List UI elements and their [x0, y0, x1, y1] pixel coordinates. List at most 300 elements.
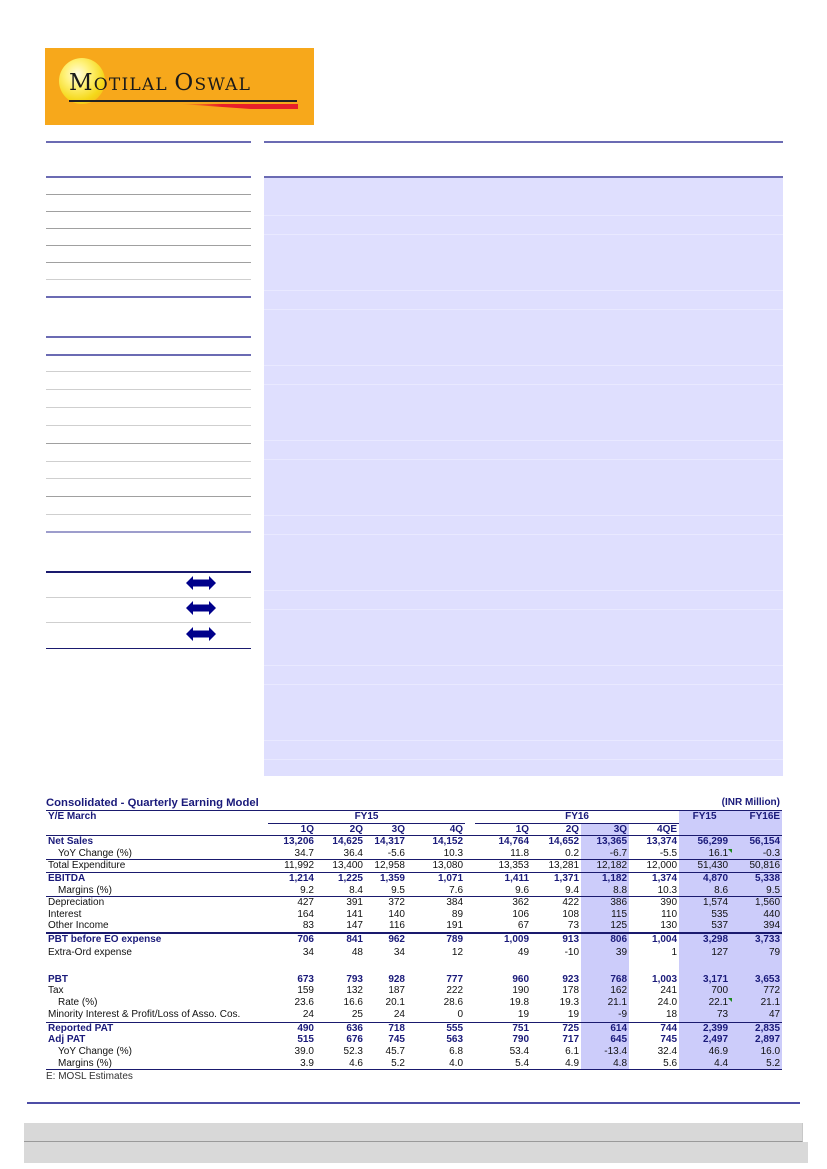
cell-value: [531, 885, 581, 897]
value-text: 8.4: [349, 884, 363, 896]
cell-value: [581, 1046, 629, 1058]
value-text: 0: [457, 1009, 464, 1021]
brand-part-1: OTILAL: [93, 75, 175, 95]
cell-value: [629, 1058, 679, 1070]
value-text: 21.1: [760, 996, 781, 1008]
cell-value: [531, 848, 581, 860]
cell-value: [679, 885, 730, 897]
row-label: Net Sales: [46, 836, 268, 848]
cell-value: [531, 920, 581, 933]
value-text: 614: [610, 1022, 628, 1034]
divider: [264, 534, 783, 535]
cell-value: [365, 974, 407, 986]
cell-value: [531, 997, 581, 1009]
value-text: 125: [610, 920, 628, 932]
value-text: 1,411: [504, 872, 530, 884]
value-text: 1,560: [755, 897, 781, 909]
cell-value: [475, 974, 531, 986]
value-text: 9.2: [300, 884, 314, 896]
cell-value: [475, 1058, 531, 1070]
cell-value: [730, 974, 782, 986]
cell-value: [475, 1034, 531, 1046]
table-row: [46, 997, 782, 1009]
cell-value: [679, 997, 730, 1009]
divider: [264, 515, 783, 516]
value-text: 13,365: [596, 836, 628, 848]
cell-value: [316, 920, 365, 933]
value-text: 4.9: [565, 1057, 580, 1069]
value-text: 13,080: [432, 860, 464, 872]
value-text: 636: [346, 1022, 363, 1034]
cell-value: [268, 997, 316, 1009]
cell-value: [679, 920, 730, 933]
value-text: 110: [661, 908, 678, 920]
value-text: 25: [351, 1009, 363, 1021]
cell-value: [316, 897, 365, 909]
cell-value: [581, 946, 629, 960]
group-fy16: FY16: [475, 811, 679, 823]
cell-value: [365, 860, 407, 873]
value-text: 19: [517, 1009, 530, 1021]
cell-value: [475, 885, 531, 897]
value-text: 13,400: [332, 860, 363, 872]
row-label: Other Income: [48, 920, 109, 932]
cell-value: [679, 872, 730, 884]
value-text: 700: [711, 985, 729, 997]
cell-value: [316, 946, 365, 960]
cell-value: [531, 1008, 581, 1022]
table-row: [46, 974, 782, 986]
value-text: 141: [346, 908, 363, 920]
value-text: 14,764: [498, 836, 530, 848]
cell-value: [407, 897, 465, 909]
value-text: 52.3: [343, 1046, 363, 1057]
cell-value: [475, 1008, 531, 1022]
cell-value: [679, 1046, 730, 1058]
cell-value: [581, 1022, 629, 1034]
value-text: 34: [302, 946, 314, 958]
value-text: 89: [451, 908, 464, 920]
double-arrow-icon: [186, 576, 216, 590]
value-text: 34: [393, 946, 405, 958]
cell-value: [679, 974, 730, 986]
divider: [264, 234, 783, 235]
cell-value: [581, 897, 629, 909]
divider: [46, 622, 251, 623]
footer-rule: [27, 1102, 800, 1104]
divider: [46, 194, 251, 195]
value-text: 32.4: [657, 1046, 678, 1057]
cell-value: [365, 848, 407, 860]
divider: [46, 371, 251, 372]
cell-value: [268, 1046, 316, 1058]
divider: [264, 365, 783, 366]
value-text: 5.4: [515, 1057, 530, 1069]
value-text: 645: [610, 1034, 628, 1046]
row-label: Minority Interest & Profit/Loss of Asso. Cos.: [48, 1009, 241, 1021]
value-text: 178: [562, 985, 580, 997]
value-text: 14,625: [332, 836, 363, 848]
cell-value: [531, 933, 581, 946]
row-label: Margins (%): [58, 884, 112, 896]
double-arrow-icon: [186, 627, 216, 641]
cell-value: [475, 946, 531, 960]
value-text: 1,009: [504, 933, 530, 945]
table-row: [46, 920, 782, 933]
cell-value: [268, 1022, 316, 1034]
value-text: 440: [763, 908, 781, 920]
value-text: 10.3: [657, 884, 678, 896]
cell-value: [475, 997, 531, 1009]
divider: [46, 425, 251, 426]
cell-value: [407, 872, 465, 884]
value-text: 960: [512, 973, 530, 985]
value-text: 11.8: [510, 847, 530, 859]
value-text: -0.3: [762, 847, 781, 859]
quarter-header: 4Q: [449, 823, 464, 835]
divider: [46, 336, 251, 338]
value-text: 13,353: [498, 860, 530, 872]
divider: [46, 531, 251, 533]
quarterly-earning-model: [46, 796, 782, 1082]
value-text: 24.0: [657, 996, 678, 1008]
table-row: [46, 1008, 782, 1022]
value-text: 56,154: [749, 836, 781, 848]
value-text: 676: [346, 1034, 363, 1046]
cell-value: [268, 985, 316, 997]
value-text: 48: [351, 946, 363, 958]
value-text: 11,992: [284, 860, 314, 872]
value-text: 159: [297, 985, 314, 997]
value-text: 745: [660, 1034, 678, 1046]
cell-value: [629, 860, 679, 873]
cell-value: [730, 1022, 782, 1034]
cell-value: [581, 985, 629, 997]
value-text: 108: [562, 908, 580, 920]
table-unit: (INR Million): [721, 797, 780, 808]
value-text: 12,000: [646, 860, 678, 872]
divider: [264, 440, 783, 441]
cell-value: [581, 1034, 629, 1046]
cell-value: [629, 909, 679, 921]
value-text: 751: [512, 1022, 530, 1034]
cell-value: [365, 1022, 407, 1034]
cell-value: [629, 997, 679, 1009]
cell-value: [407, 1034, 465, 1046]
value-text: 73: [716, 1009, 729, 1021]
cell-value: [679, 909, 730, 921]
row-label: Reported PAT: [46, 1022, 268, 1034]
divider: [46, 354, 251, 356]
value-text: 130: [660, 920, 678, 932]
value-text: 13,206: [283, 836, 314, 848]
cell-value: [730, 872, 782, 884]
value-text: 706: [297, 933, 314, 945]
divider: [46, 496, 251, 497]
value-text: 24: [302, 1009, 314, 1021]
value-text: 744: [660, 1022, 678, 1034]
row-label: Rate (%): [58, 996, 98, 1008]
value-text: 24: [393, 1009, 405, 1021]
value-text: 8.6: [714, 884, 729, 896]
divider: [46, 443, 251, 444]
value-text: 4.6: [349, 1057, 363, 1069]
cell-value: [365, 872, 407, 884]
cell-value: [531, 974, 581, 986]
cell-value: [531, 897, 581, 909]
divider: [46, 514, 251, 515]
cell-value: [475, 920, 531, 933]
cell-value: [365, 997, 407, 1009]
cell-value: [268, 897, 316, 909]
value-text: 1,214: [288, 872, 314, 884]
value-text: 768: [610, 973, 628, 985]
cell-value: [475, 848, 531, 860]
table-row: [46, 1034, 782, 1046]
divider: [264, 665, 783, 666]
value-text: 73: [567, 920, 580, 932]
cell-value: [407, 1046, 465, 1058]
cell-value: [407, 920, 465, 933]
divider: [264, 384, 783, 385]
value-text: 46.9: [708, 1046, 729, 1057]
cell-value: [629, 946, 679, 960]
cell-value: [365, 985, 407, 997]
divider: [264, 740, 783, 741]
cell-value: [365, 1034, 407, 1046]
value-text: 50,816: [749, 860, 781, 872]
value-text: 1,071: [438, 872, 464, 884]
divider: [46, 245, 251, 246]
value-text: 3.9: [300, 1057, 314, 1069]
cell-value: [730, 836, 782, 848]
cell-value: [365, 933, 407, 946]
value-text: 515: [297, 1034, 314, 1046]
divider: [46, 141, 251, 143]
cell-value: [581, 860, 629, 873]
quarter-header: 3Q: [581, 823, 629, 836]
value-text: 39: [615, 946, 628, 958]
cell-value: [268, 1058, 316, 1070]
divider: [46, 478, 251, 479]
cell-value: [268, 848, 316, 860]
value-text: 51,430: [697, 860, 729, 872]
value-text: 9.4: [565, 884, 580, 896]
cell-value: [407, 997, 465, 1009]
cell-value: [629, 974, 679, 986]
value-text: 384: [446, 897, 464, 909]
cell-value: [629, 885, 679, 897]
value-text: 4.8: [613, 1057, 628, 1069]
cell-value: [679, 1034, 730, 1046]
quarter-header-row: [46, 823, 782, 836]
quarter-header: 2Q: [349, 823, 363, 835]
value-text: 3,171: [703, 973, 729, 985]
annual-header-fy15: FY15: [679, 811, 730, 823]
row-label: YoY Change (%): [58, 847, 132, 859]
double-arrow-icon: [186, 601, 216, 615]
value-text: 20.1: [385, 996, 405, 1008]
cell-value: [268, 872, 316, 884]
value-text: 16.6: [343, 996, 363, 1008]
row-label: Adj PAT: [48, 1034, 86, 1046]
divider: [264, 590, 783, 591]
value-text: 537: [711, 920, 729, 932]
value-text: 5,338: [755, 872, 781, 884]
cell-value: [316, 985, 365, 997]
value-text: 21.1: [607, 996, 628, 1008]
value-text: 673: [297, 973, 314, 985]
cell-value: [531, 1034, 581, 1046]
table-row: [46, 836, 782, 848]
cell-value: [407, 885, 465, 897]
cell-value: [475, 909, 531, 921]
value-text: 913: [562, 933, 580, 945]
earnings-table: [46, 811, 782, 1070]
value-text: 2,399: [703, 1022, 729, 1034]
value-text: 1: [671, 946, 678, 958]
value-text: 1,004: [652, 933, 678, 945]
cell-value: [730, 985, 782, 997]
cell-value: [316, 885, 365, 897]
value-text: 962: [388, 933, 405, 945]
row-label: Depreciation: [46, 897, 268, 909]
cell-value: [730, 997, 782, 1009]
value-text: 12,958: [374, 860, 405, 872]
cell-value: [730, 860, 782, 873]
cell-value: [629, 897, 679, 909]
value-text: 372: [388, 897, 405, 909]
cell-value: [475, 872, 531, 884]
value-text: 2,835: [755, 1022, 781, 1034]
value-text: 47: [768, 1009, 781, 1021]
value-text: -6.7: [609, 847, 628, 859]
cell-value: [679, 836, 730, 848]
cell-value: [365, 1046, 407, 1058]
cell-value: [268, 974, 316, 986]
cell-value: [475, 933, 531, 946]
cell-value: [679, 897, 730, 909]
cell-value: [581, 848, 629, 860]
value-text: 19.3: [559, 996, 580, 1008]
cell-value: [679, 848, 730, 860]
cell-value: [407, 1058, 465, 1070]
cell-value: [475, 860, 531, 873]
cell-value: [531, 860, 581, 873]
value-text: 923: [562, 973, 580, 985]
cell-value: [365, 920, 407, 933]
cell-value: [679, 933, 730, 946]
value-text: 2,497: [703, 1034, 729, 1046]
cell-value: [316, 848, 365, 860]
value-text: 187: [388, 985, 405, 997]
cell-value: [475, 985, 531, 997]
cell-value: [679, 1008, 730, 1022]
value-text: 14,152: [432, 836, 464, 848]
value-text: 19: [567, 1009, 580, 1021]
cell-value: [581, 974, 629, 986]
value-text: 490: [297, 1022, 314, 1034]
divider: [46, 648, 251, 649]
cell-value: [407, 860, 465, 873]
divider: [264, 141, 783, 143]
divider: [264, 459, 783, 460]
cell-value: [629, 1022, 679, 1034]
footnote: E: MOSL Estimates: [46, 1071, 133, 1083]
cell-value: [475, 1046, 531, 1058]
value-text: 16.0: [760, 1046, 781, 1057]
divider: [46, 571, 251, 573]
value-text: 39.0: [294, 1046, 314, 1057]
cell-value: [679, 946, 730, 960]
cell-value: [268, 909, 316, 921]
cell-value: [581, 997, 629, 1009]
value-text: 777: [446, 973, 464, 985]
cell-value: [730, 909, 782, 921]
value-text: 535: [711, 908, 729, 920]
cell-value: [629, 1008, 679, 1022]
divider: [264, 309, 783, 310]
cell-value: [581, 920, 629, 933]
divider: [264, 290, 783, 291]
cell-value: [679, 985, 730, 997]
value-text: 34.7: [294, 847, 314, 859]
quarter-header: 2Q: [565, 823, 580, 835]
value-text: 23.6: [294, 996, 314, 1008]
cell-value: [581, 1008, 629, 1022]
value-text: 390: [660, 897, 678, 909]
cell-value: [679, 1058, 730, 1070]
value-text: 5.2: [766, 1057, 781, 1069]
quarter-header: 3Q: [391, 823, 405, 835]
value-text: 190: [512, 985, 530, 997]
cell-value: [407, 836, 465, 848]
cell-value: [730, 848, 782, 860]
cell-value: [407, 946, 465, 960]
value-text: 806: [610, 933, 628, 945]
divider: [46, 597, 251, 598]
value-text: 4,870: [703, 872, 729, 884]
cell-value: [365, 1058, 407, 1070]
value-text: 391: [346, 897, 363, 909]
value-text: -13.4: [604, 1046, 628, 1057]
group-fy15: FY15: [268, 811, 465, 823]
shaded-panel-body: [264, 178, 783, 776]
value-text: 427: [297, 897, 314, 909]
row-label: Total Expenditure: [46, 860, 268, 873]
value-text: 1,225: [337, 872, 363, 884]
logo-underline: [69, 100, 297, 102]
value-text: 422: [562, 897, 580, 909]
value-text: 841: [346, 933, 363, 945]
value-text: 140: [388, 908, 405, 920]
cell-value: [475, 897, 531, 909]
row-label: YoY Change (%): [58, 1046, 132, 1057]
cell-value: [365, 897, 407, 909]
row-label: Interest: [48, 908, 82, 920]
value-text: 3,653: [755, 973, 781, 985]
divider: [264, 759, 783, 760]
row-label: Extra-Ord expense: [48, 946, 132, 958]
cell-value: [679, 1022, 730, 1034]
value-text: 928: [388, 973, 405, 985]
value-text: 745: [388, 1034, 405, 1046]
value-text: 16.1: [708, 847, 729, 859]
cell-value: [407, 1022, 465, 1034]
brand-part-2: SWAL: [194, 75, 252, 95]
value-text: 164: [297, 908, 314, 920]
cell-value: [365, 885, 407, 897]
